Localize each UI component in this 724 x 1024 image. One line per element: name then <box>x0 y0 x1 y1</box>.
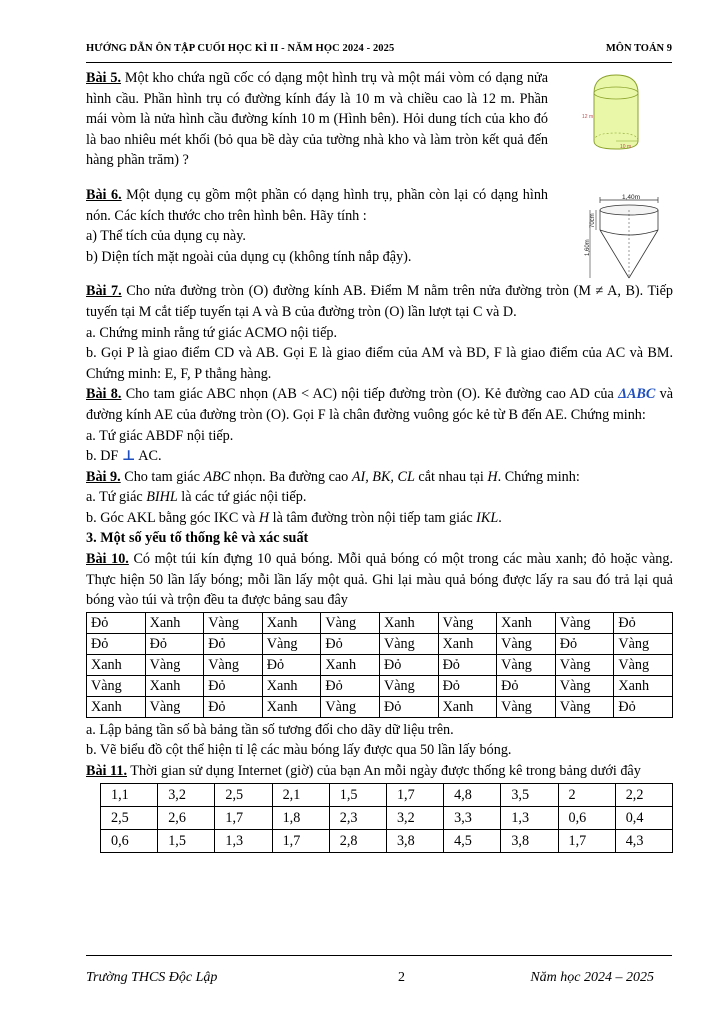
table-cell: Vàng <box>379 675 438 696</box>
bai10-label: Bài 10. <box>86 551 129 568</box>
table-cell: Đỏ <box>438 654 497 675</box>
table-cell: 0,4 <box>615 806 672 829</box>
table-cell: Đỏ <box>379 654 438 675</box>
bai11-label: Bài 11. <box>86 763 127 780</box>
bai9 <box>86 467 673 488</box>
table-cell: 1,7 <box>558 829 615 852</box>
table-cell: Vàng <box>497 654 556 675</box>
bai9-a1: a. Tứ giác <box>86 489 143 506</box>
table-cell: 3,8 <box>386 829 443 852</box>
bai5 <box>86 68 548 171</box>
bai9-b2: là tâm đường tròn nội tiếp tam giác <box>272 509 473 526</box>
table-row <box>87 696 673 717</box>
table-cell: 3,2 <box>386 806 443 829</box>
table-cell: Vàng <box>262 633 321 654</box>
header-title: HƯỚNG DẪN ÔN TẬP CUỐI HỌC KÌ II - NĂM HỌC 2024 - 2025 <box>86 43 395 54</box>
bai9-t3: cắt nhau tại <box>418 468 484 485</box>
table-cell: Xanh <box>321 654 380 675</box>
table-cell: 0,6 <box>101 829 158 852</box>
table-cell: 3,5 <box>501 783 558 806</box>
bai11 <box>86 761 673 782</box>
table-cell: Đỏ <box>204 696 263 717</box>
footer-school: Trường THCS Độc Lập <box>86 970 218 985</box>
tool-side-label: 70cm <box>590 213 596 228</box>
bai6-text: Một dụng cụ gồm một phần có dạng hình trụ, phần còn lại có dạng hình nón. Các kích thước cho trên hình bên. Hãy tính : <box>86 186 549 224</box>
table-row <box>101 806 673 829</box>
table-cell: Vàng <box>555 612 614 633</box>
bai9-alts: AI, BK, CL <box>351 468 415 485</box>
table-cell: Vàng <box>145 696 204 717</box>
table-cell: 4,8 <box>444 783 501 806</box>
tool-total-label: 1,60m <box>585 239 591 256</box>
table-cell: Đỏ <box>555 633 614 654</box>
table-cell: Đỏ <box>321 633 380 654</box>
table-cell: 3,3 <box>444 806 501 829</box>
table-cell: Vàng <box>555 654 614 675</box>
table-cell: 2,5 <box>215 783 272 806</box>
table-cell: Đỏ <box>379 696 438 717</box>
bai6-b: b) Diện tích mặt ngoài của dụng cụ (không tính nắp đậy). <box>86 248 412 265</box>
bai9-bh: H <box>258 509 270 526</box>
table-cell: Đỏ <box>204 633 263 654</box>
table-cell: 2,6 <box>158 806 215 829</box>
table-row <box>87 654 673 675</box>
table-cell: Vàng <box>87 675 146 696</box>
table-cell: 3,8 <box>501 829 558 852</box>
table-cell: Vàng <box>614 633 673 654</box>
color-table <box>86 612 673 718</box>
bai9-label: Bài 9. <box>86 468 121 485</box>
table-cell: 3,2 <box>158 783 215 806</box>
table-cell: 1,7 <box>386 783 443 806</box>
table-cell: Vàng <box>614 654 673 675</box>
bai10-text: Có một túi kín đựng 10 quả bóng. Mỗi quả bóng có một trong các màu xanh; đỏ hoặc vàng. Thực hiện 50 lần lấy bóng; mỗi lần lấy một quả. Ghi lại màu quả bóng được lấy ra sau đó trả lại quả bóng vào túi và trộn đều ta được bảng sau đây <box>86 551 674 609</box>
bai8-a: a. Tứ giác ABDF nội tiếp. <box>86 427 234 444</box>
table-cell: Vàng <box>204 654 263 675</box>
table-cell: Xanh <box>438 633 497 654</box>
bai6-label: Bài 6. <box>86 186 122 203</box>
table-cell: Xanh <box>438 696 497 717</box>
bai9-bihl: BIHL <box>146 489 178 506</box>
bai8-triangle: ΔABC <box>618 386 656 403</box>
table-cell: Đỏ <box>87 633 146 654</box>
table-cell: Đỏ <box>262 654 321 675</box>
bai10-a: a. Lập bảng tần số bà bảng tần số tương đối cho dãy dữ liệu trên. <box>86 721 454 738</box>
table-cell: 2 <box>558 783 615 806</box>
table-cell: 1,5 <box>329 783 386 806</box>
table-cell: 1,3 <box>501 806 558 829</box>
bai8-b-pre: b. DF <box>86 448 119 465</box>
table-cell: Vàng <box>555 696 614 717</box>
table-cell: 2,5 <box>101 806 158 829</box>
table-cell: Xanh <box>87 654 146 675</box>
bai6 <box>86 185 548 226</box>
table-cell: Vàng <box>497 696 556 717</box>
bai9-t1: Cho tam giác <box>124 468 200 485</box>
bai9-a <box>86 487 673 508</box>
bai8-text1: Cho tam giác ABC nhọn (AB < AC) nội tiếp đường tròn (O). Kẻ đường cao AD của <box>125 386 614 403</box>
table-row <box>87 675 673 696</box>
table-row <box>87 612 673 633</box>
table-cell: Đỏ <box>87 612 146 633</box>
table-cell: 4,3 <box>615 829 672 852</box>
bai8-label: Bài 8. <box>86 386 122 403</box>
footer-year: Năm học 2024 – 2025 <box>530 970 654 985</box>
perpendicular-icon: ⊥ <box>121 448 136 465</box>
bai6-a: a) Thể tích của dụng cụ này. <box>86 228 246 245</box>
bai5-label: Bài 5. <box>86 70 122 86</box>
table-cell: Xanh <box>379 612 438 633</box>
bai9-ikl: IKL <box>476 509 499 526</box>
table-cell: Đỏ <box>497 675 556 696</box>
bai5-text: Một kho chứa ngũ cốc có dạng một hình trụ và một mái vòm có dạng nửa hình cầu. Phần hình trụ có đường kính đáy là 10 m và chiều cao là 12 m. Phần mái vòm là nửa hình cầu đường kính 10 m (Hình bên). Hỏi dung tích của kho đó là bao nhiêu mét khối (bỏ qua bề dày của tường nhà kho và làm tròn kết quả đến hàng phần trăm) ? <box>86 70 549 169</box>
page-header <box>86 40 672 63</box>
tool-top-label: 1,40m <box>622 194 641 201</box>
table-cell: Vàng <box>379 633 438 654</box>
section-heading: 3. Một số yếu tố thống kê và xác suất <box>86 530 309 547</box>
bai9-b <box>86 508 673 529</box>
table-cell: Xanh <box>145 675 204 696</box>
table-row <box>101 783 673 806</box>
bai9-b1: b. Góc AKL bằng góc IKC và <box>86 509 256 526</box>
internet-table <box>100 783 673 853</box>
bai9-b3: . <box>498 509 502 526</box>
bai8-b <box>86 446 673 467</box>
bai7-label: Bài 7. <box>86 283 122 300</box>
table-cell: 1,7 <box>215 806 272 829</box>
table-cell: Vàng <box>497 633 556 654</box>
bai7-text: Cho nửa đường tròn (O) đường kính AB. Điểm M nằm trên nửa đường tròn (M ≠ A, B). Tiếp tuyến tại M cắt tiếp tuyến tại A và B của đường tròn (O) lần lượt tại C và D. <box>86 283 673 320</box>
table-cell: 2,3 <box>329 806 386 829</box>
table-cell: Đỏ <box>321 675 380 696</box>
silo-height-label: 12 m <box>582 114 594 120</box>
table-cell: Vàng <box>321 696 380 717</box>
silo-width-label: 10 m <box>620 144 632 150</box>
table-cell: Xanh <box>262 675 321 696</box>
table-cell: 1,8 <box>272 806 329 829</box>
bai9-t4: . Chứng minh: <box>497 468 580 485</box>
table-cell: Xanh <box>497 612 556 633</box>
bai9-h: H <box>487 468 498 485</box>
table-cell: 2,2 <box>615 783 672 806</box>
table-cell: 2,8 <box>329 829 386 852</box>
table-row <box>87 633 673 654</box>
table-cell: Xanh <box>87 696 146 717</box>
table-cell: 1,7 <box>272 829 329 852</box>
table-cell: 4,5 <box>444 829 501 852</box>
table-cell: 1,5 <box>158 829 215 852</box>
table-cell: Đỏ <box>614 696 673 717</box>
bai9-a2: là các tứ giác nội tiếp. <box>181 489 307 506</box>
header-subject: MÔN TOÁN 9 <box>605 43 672 54</box>
bai9-abc: ABC <box>203 468 231 485</box>
table-cell: Xanh <box>145 612 204 633</box>
table-cell: Vàng <box>321 612 380 633</box>
table-cell: Xanh <box>262 612 321 633</box>
table-cell: Đỏ <box>145 633 204 654</box>
table-cell: Đỏ <box>204 675 263 696</box>
page-content <box>86 68 673 853</box>
bai8 <box>86 384 673 425</box>
table-cell: Đỏ <box>614 612 673 633</box>
table-cell: 2,1 <box>272 783 329 806</box>
bai10-b: b. Vẽ biểu đồ cột thể hiện tỉ lệ các màu bóng lấy được qua 50 lần lấy bóng. <box>86 742 512 759</box>
footer-divider <box>86 955 672 956</box>
table-cell: Vàng <box>145 654 204 675</box>
bai7 <box>86 281 673 322</box>
table-row <box>101 829 673 852</box>
bai8-text2: và đường kính AE của đường tròn (O). Gọi F là chân đường vuông góc kẻ từ B đến AE. Chứng minh: <box>86 386 674 423</box>
bai11-text: Thời gian sử dụng Internet (giờ) của bạn An mỗi ngày được thống kê trong bảng dưới đây <box>130 763 641 780</box>
bai7-a: a. Chứng minh rằng tứ giác ACMO nội tiếp. <box>86 324 338 341</box>
bai7-b: b. Gọi P là giao điểm CD và AB. Gọi E là giao điểm của AM và BD, F là giao điểm của AC và BM. Chứng minh: E, F, P thẳng hàng. <box>86 345 673 382</box>
table-cell: 1,1 <box>101 783 158 806</box>
table-cell: Vàng <box>204 612 263 633</box>
bai10 <box>86 549 673 611</box>
bai8-b-post: AC. <box>138 448 162 465</box>
table-cell: Xanh <box>614 675 673 696</box>
table-cell: Vàng <box>438 612 497 633</box>
page-number: 2 <box>398 970 405 985</box>
bai9-t2: nhọn. Ba đường cao <box>233 468 349 485</box>
table-cell: 0,6 <box>558 806 615 829</box>
table-cell: Vàng <box>555 675 614 696</box>
table-cell: Xanh <box>262 696 321 717</box>
table-cell: 1,3 <box>215 829 272 852</box>
table-cell: Đỏ <box>438 675 497 696</box>
